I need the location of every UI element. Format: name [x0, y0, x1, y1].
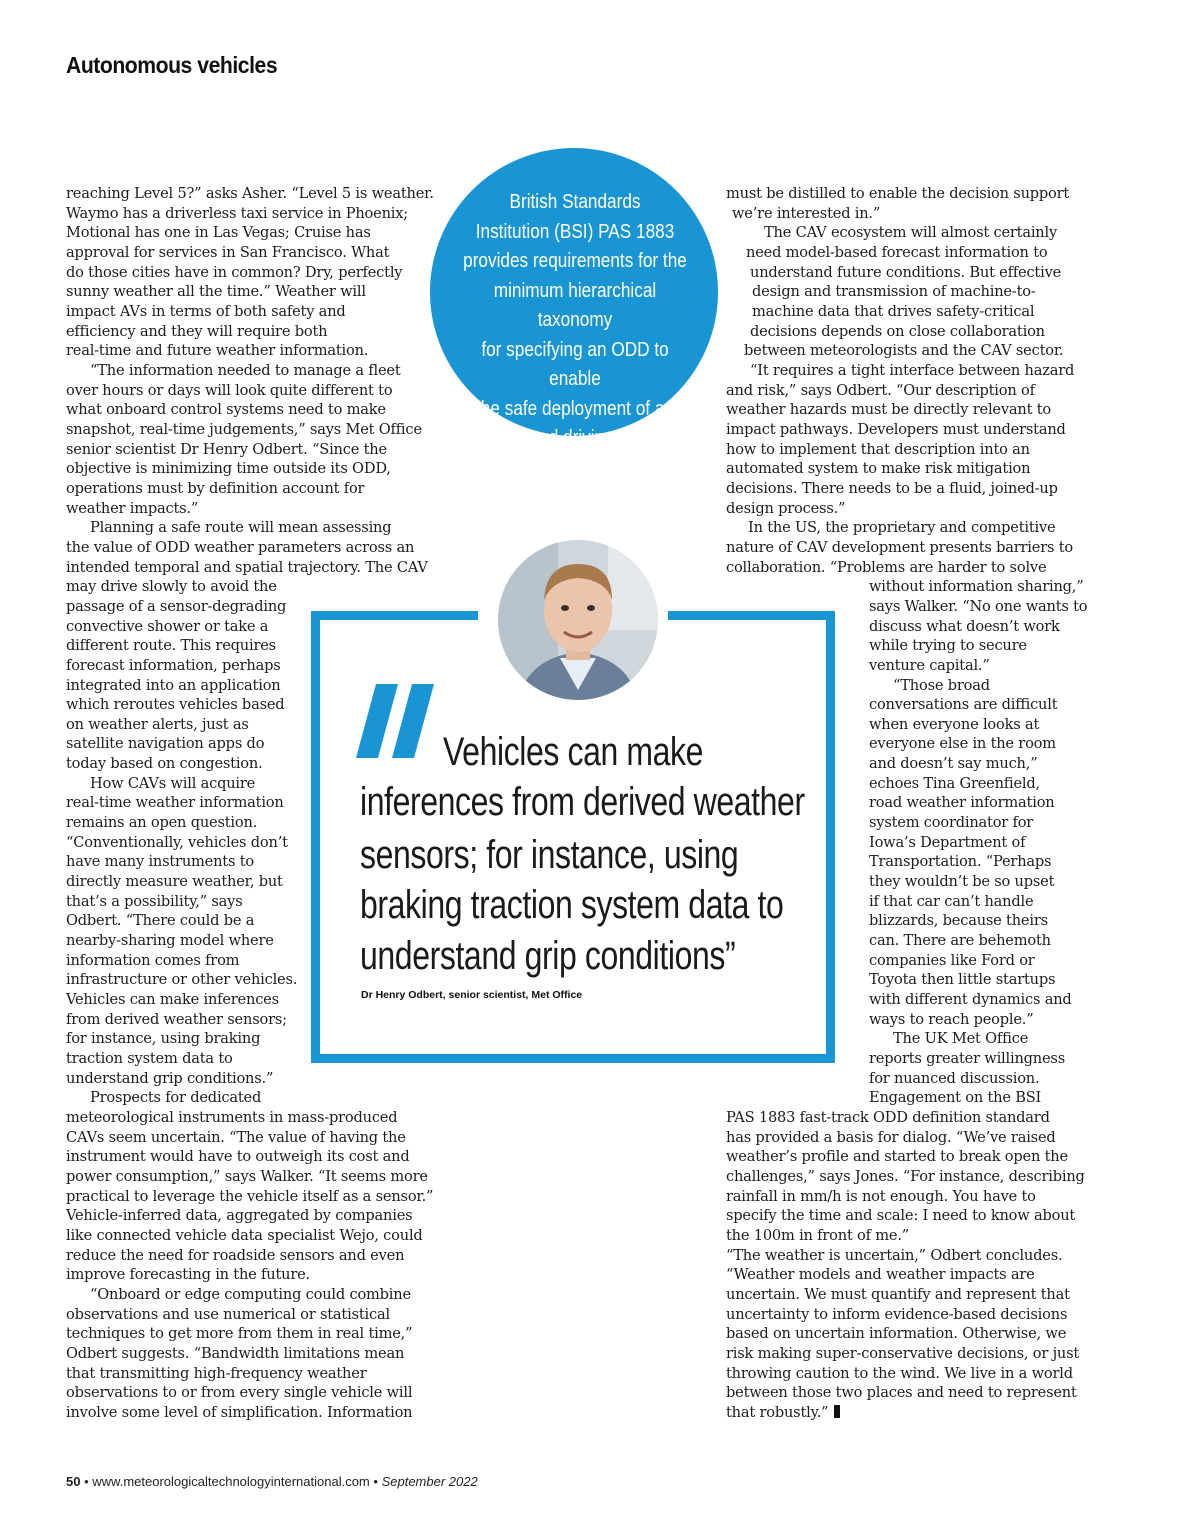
body-text-line: may drive slowly to avoid the	[66, 578, 277, 596]
body-text-line: real-time weather information	[66, 794, 284, 812]
body-text-line: observations to or from every single vehicle will	[66, 1384, 413, 1402]
body-text-line: the value of ODD weather parameters across an	[66, 538, 415, 556]
body-text-line: convective shower or take a	[66, 617, 269, 635]
body-text-line: must be distilled to enable the decision support	[726, 185, 1070, 202]
body-text-line: meteorological instruments in mass-produced	[66, 1109, 398, 1127]
body-text-line: has provided a basis for dialog. “We’ve raised	[726, 1128, 1056, 1146]
body-text-line: nearby-sharing model where	[66, 932, 274, 950]
body-text-line: forecast information, perhaps	[66, 656, 281, 674]
body-text-line: reports greater willingness	[869, 1050, 1065, 1068]
body-text-line: companies like Ford or	[869, 951, 1035, 969]
body-text-line: objective is minimizing time outside its ODD,	[66, 460, 391, 478]
body-text-line: decisions. There needs to be a fluid, joined-up	[726, 479, 1058, 497]
body-text-line: based on uncertain information. Otherwise, we	[726, 1325, 1067, 1343]
body-text-line: throwing caution to the wind. We live in a world	[726, 1364, 1073, 1382]
body-text-line: observations and use numerical or statistical	[66, 1305, 390, 1323]
body-text-line: Odbert suggests. “Bandwidth limitations mean	[66, 1344, 405, 1362]
body-text-line: CAVs seem uncertain. “The value of having the	[66, 1128, 406, 1146]
body-text-line: instrument would have to outweigh its cost and	[66, 1148, 410, 1166]
body-text-line: have many instruments to	[66, 853, 254, 871]
body-text-line: Toyota then little startups	[869, 971, 1056, 989]
body-text-line: conversations are difficult	[869, 696, 1058, 714]
body-text-line: How CAVs will acquire	[90, 774, 256, 792]
body-text-line: “Conventionally, vehicles don’t	[66, 833, 288, 851]
body-text-line: remains an open question.	[66, 814, 258, 832]
section-title: Autonomous vehicles	[66, 52, 278, 78]
body-text-line: system coordinator for	[869, 814, 1034, 832]
callout-line: automated driving system	[477, 427, 673, 449]
body-text-line: Prospects for dedicated	[90, 1089, 262, 1107]
body-text-line: senior scientist Dr Henry Odbert. “Since the	[66, 440, 387, 458]
body-text-line: understand future conditions. But effective	[750, 263, 1062, 281]
body-text-line: without information sharing,”	[869, 578, 1084, 596]
quote-marks-icon	[356, 684, 442, 758]
body-text-line: echoes Tina Greenfield,	[869, 774, 1040, 792]
body-text-line: if that car can’t handle	[869, 892, 1034, 910]
body-text-line: “Onboard or edge computing could combine	[90, 1285, 411, 1303]
body-text-line: passage of a sensor-degrading	[66, 597, 287, 615]
body-text-line: for instance, using braking	[66, 1030, 261, 1048]
body-text-line: operations must by definition account for	[66, 479, 365, 497]
body-text-line: they wouldn’t be so upset	[869, 873, 1055, 891]
body-text-line: what onboard control systems need to make	[66, 401, 386, 419]
callout-line: British Standards	[509, 191, 641, 213]
body-text-line: Planning a safe route will mean assessing	[90, 519, 392, 537]
body-text-line: improve forecasting in the future.	[66, 1266, 310, 1284]
body-text-line: approval for services in San Francisco. What	[66, 243, 390, 261]
body-text-line: machine data that drives safety-critical	[752, 302, 1035, 320]
body-text-line: do those cities have in common? Dry, perfectly	[66, 263, 403, 281]
body-text-line: how to implement that description into an	[726, 440, 1030, 458]
body-text-line: that robustly.”	[726, 1403, 840, 1423]
page-number: 50	[66, 1474, 81, 1489]
body-text-line: with different dynamics and	[869, 991, 1072, 1009]
body-text-line: decisions depends on close collaboration	[750, 322, 1045, 340]
body-text-line: intended temporal and spatial trajectory. The CAV	[66, 558, 428, 576]
body-text-line: Iowa’s Department of	[869, 833, 1026, 851]
body-text-line: weather impacts.”	[66, 499, 199, 517]
body-text-line: information comes from	[66, 951, 240, 969]
body-text-line: and doesn’t say much,”	[869, 755, 1038, 773]
body-text-line: like connected vehicle data specialist Wejo, could	[66, 1226, 423, 1244]
body-text-line: sunny weather all the time.” Weather will	[66, 283, 366, 301]
body-text-line: “The weather is uncertain,” Odbert concludes.	[726, 1246, 1063, 1264]
body-text-line: PAS 1883 fast-track ODD definition standard	[726, 1109, 1050, 1127]
body-text-line: snapshot, real-time judgements,” says Met Office	[66, 420, 422, 438]
body-text-line: Transportation. “Perhaps	[869, 853, 1052, 871]
body-text-line: on weather alerts, just as	[66, 715, 249, 733]
body-text-line: between meteorologists and the CAV sector.	[744, 342, 1064, 360]
body-text-line: efficiency and they will require both	[66, 322, 328, 340]
body-text-line: we’re interested in.”	[732, 204, 881, 222]
body-text-line: involve some level of simplification. Information	[66, 1403, 413, 1421]
callout-line: minimum hierarchical taxonomy	[493, 279, 657, 331]
body-text-line: infrastructure or other vehicles.	[66, 971, 298, 989]
body-text-line: blizzards, because theirs	[869, 912, 1048, 930]
body-text-line: challenges,” says Jones. “For instance, describing	[726, 1168, 1085, 1185]
body-text-line: nature of CAV development presents barriers to	[726, 538, 1073, 556]
body-text-line: and risk,” says Odbert. “Our description of	[726, 381, 1035, 399]
body-text-line: automated system to make risk mitigation	[726, 460, 1031, 478]
body-text-line: weather hazards must be directly relevant to	[726, 401, 1051, 419]
body-text-line: uncertainty to inform evidence-based decisions	[726, 1305, 1068, 1323]
body-text-line: “Those broad	[893, 676, 990, 694]
body-text-line: design process.”	[726, 499, 846, 517]
body-text-line: for nuanced discussion.	[869, 1069, 1040, 1087]
body-text-line: uncertain. We must quantify and represent that	[726, 1285, 1070, 1303]
body-text-line: Odbert. “There could be a	[66, 912, 255, 930]
body-text-line: while trying to secure	[869, 637, 1027, 655]
body-text-line: risk making super-conservative decisions, or just	[726, 1344, 1080, 1362]
body-text-line: when everyone looks at	[869, 715, 1040, 733]
body-text-line: “It requires a tight interface between hazard	[750, 361, 1075, 379]
body-text-line: “The information needed to manage a fleet	[90, 361, 401, 379]
body-text-line: traction system data to	[66, 1050, 233, 1068]
body-text-line: reaching Level 5?” asks Asher. “Level 5 is weather.	[66, 185, 434, 202]
body-text-line: that transmitting high-frequency weather	[66, 1364, 367, 1382]
body-text-line: reduce the need for roadside sensors and even	[66, 1246, 405, 1264]
portrait-photo	[498, 540, 658, 700]
body-text-line: discuss what doesn’t work	[869, 617, 1060, 635]
body-text-line: directly measure weather, but	[66, 873, 283, 891]
body-text-line: Motional has one in Las Vegas; Cruise has	[66, 224, 371, 242]
body-text-line: says Walker. “No one wants to	[869, 597, 1088, 615]
body-text-line: different route. This requires	[66, 637, 276, 655]
body-text-line: the 100m in front of me.”	[726, 1226, 910, 1244]
body-text-line: techniques to get more from them in real time,”	[66, 1325, 413, 1343]
body-text-line: Waymo has a driverless taxi service in Phoenix;	[66, 204, 408, 222]
footer-separator: •	[84, 1474, 89, 1489]
body-text-line: Vehicle-inferred data, aggregated by companies	[66, 1207, 413, 1225]
body-text-line: from derived weather sensors;	[66, 1010, 287, 1028]
pull-quote-line: braking traction system data to	[360, 883, 784, 927]
footer-date: September 2022	[381, 1474, 478, 1489]
body-text-line: integrated into an application	[66, 676, 281, 694]
body-text-line: between those two places and need to represent	[726, 1384, 1077, 1402]
body-text-line: need model-based forecast information to	[746, 243, 1048, 261]
body-text-line: can. There are behemoth	[869, 932, 1051, 950]
body-text-line: impact AVs in terms of both safety and	[66, 302, 346, 320]
footer-url: www.meteorologicaltechnologyinternational.com	[92, 1474, 370, 1489]
body-text-line: In the US, the proprietary and competitive	[748, 519, 1056, 537]
body-text-line: power consumption,” says Walker. “It seems more	[66, 1168, 428, 1185]
callout-line: the safe deployment of an	[476, 397, 674, 420]
callout-line: for specifying an ODD to enable	[481, 338, 669, 390]
pull-quote-attribution: Dr Henry Odbert, senior scientist, Met Office	[361, 989, 583, 1001]
callout-line: Institution (BSI) PAS 1883	[475, 220, 675, 243]
pull-quote-line: Vehicles can make	[443, 730, 704, 774]
body-text-line: Vehicles can make inferences	[66, 991, 279, 1009]
callout-text	[459, 188, 691, 454]
pull-quote-line: understand grip conditions”	[360, 934, 736, 978]
footer-separator: •	[373, 1474, 378, 1489]
body-text-line: ways to reach people.”	[869, 1010, 1034, 1028]
body-text-line: that’s a possibility,” says	[66, 892, 243, 910]
body-text-line: understand grip conditions.”	[66, 1069, 274, 1087]
body-text-line: venture capital.”	[869, 656, 990, 674]
body-text-line: practical to leverage the vehicle itself as a sensor.”	[66, 1187, 434, 1205]
body-text-line: over hours or days will look quite different to	[66, 381, 393, 399]
body-text-line: which reroutes vehicles based	[66, 696, 285, 714]
pull-quote-line: inferences from derived weather	[360, 780, 805, 824]
body-text-line: Engagement on the BSI	[869, 1089, 1042, 1107]
body-text-line: impact pathways. Developers must understand	[726, 420, 1066, 438]
body-text-line: “Weather models and weather impacts are	[726, 1266, 1035, 1284]
body-text-line: collaboration. “Problems are harder to solve	[726, 558, 1047, 576]
body-text-line: specify the time and scale: I need to know about	[726, 1207, 1076, 1225]
body-text-line: The UK Met Office	[893, 1030, 1029, 1048]
body-text-line: rainfall in mm/h is not enough. You have to	[726, 1187, 1036, 1205]
end-of-article-icon	[834, 1405, 840, 1418]
portrait-illustration	[498, 540, 658, 700]
body-text-line: today based on congestion.	[66, 755, 263, 773]
page-footer	[66, 1474, 478, 1489]
body-text-line: design and transmission of machine-to-	[752, 283, 1036, 301]
body-text-line: The CAV ecosystem will almost certainly	[764, 224, 1058, 242]
body-text-line: real-time and future weather information.	[66, 342, 369, 360]
body-text-line: weather’s profile and started to break open the	[726, 1148, 1068, 1166]
body-text-line: everyone else in the room	[869, 735, 1056, 753]
callout-line: provides requirements for the	[463, 250, 687, 272]
pull-quote-line: sensors; for instance, using	[360, 833, 739, 877]
body-text-line: satellite navigation apps do	[66, 735, 265, 753]
body-text-line: road weather information	[869, 794, 1055, 812]
